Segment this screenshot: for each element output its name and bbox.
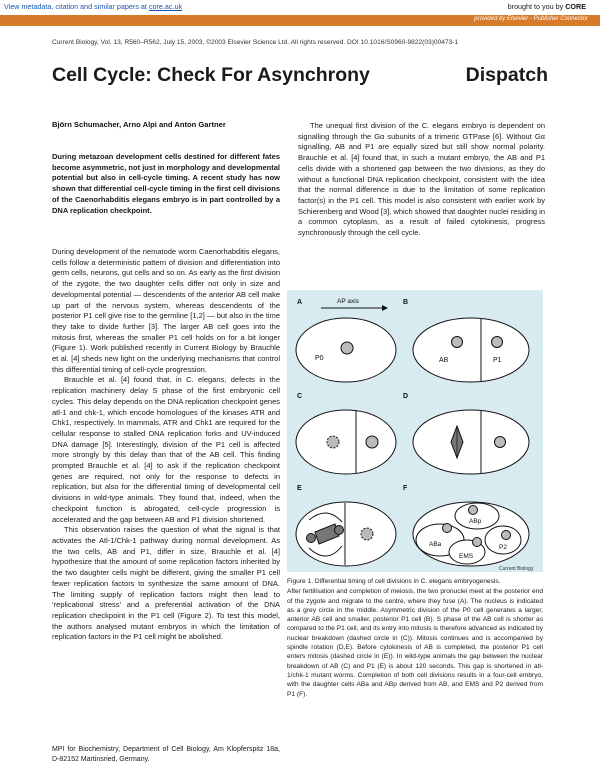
- nucleus-p1-c: [366, 436, 378, 448]
- cell-label-p0: P0: [315, 355, 324, 362]
- core-logo-text: CORE: [565, 2, 586, 11]
- affiliation: MPI for Biochemistry, Department of Cell Biology, Am Klopferspitz 18a, D-82152 Martinsried, Germany.: [52, 746, 280, 763]
- cell-label-ems: EMS: [459, 553, 474, 560]
- nucleus-p1-b: [492, 337, 503, 348]
- metadata-link-prefix: View metadata, citation and similar papers at: [4, 2, 149, 11]
- panel-label-d: D: [403, 393, 409, 400]
- embryo-d: [413, 410, 529, 474]
- body-left-column: [52, 247, 280, 643]
- nucleus-abp: [469, 506, 478, 515]
- cell-label-abp: ABp: [469, 518, 482, 525]
- figure-1: [287, 290, 543, 572]
- section-label: Dispatch: [465, 64, 548, 86]
- cell-label-ab: AB: [439, 357, 449, 364]
- metadata-link[interactable]: [4, 2, 182, 11]
- core-domain-link[interactable]: core.ac.uk: [148, 2, 183, 11]
- pole-right-e: [335, 526, 344, 535]
- journal-citation: Current Biology, Vol. 13, R560–R562, July 15, 2003, ©2003 Elsevier Science Ltd. All rights reserved. DOI 10.1016/S0960-9822(03)00473-1: [52, 39, 459, 46]
- panel-label-c: C: [297, 393, 303, 400]
- cell-abp: [455, 503, 499, 529]
- cell-label-aba: ABa: [429, 541, 442, 548]
- authors: Björn Schumacher, Arno Alpi and Anton Gartner: [52, 120, 226, 129]
- cell-label-p1: P1: [493, 357, 502, 364]
- panel-label-a: A: [297, 299, 303, 306]
- nucleus-p1-d: [495, 437, 506, 448]
- core-banner: [0, 0, 600, 14]
- panel-label-f: F: [403, 485, 408, 492]
- pole-left-e: [307, 534, 316, 543]
- panel-label-b: B: [403, 299, 409, 306]
- nucleus-aba: [443, 524, 452, 533]
- figure-caption: [287, 577, 543, 699]
- ap-axis-label: AP axis: [337, 298, 359, 305]
- caption-title: Figure 1. Differential timing of cell divisions in C. elegans embryogenesis.: [287, 578, 501, 585]
- embryo-c: [296, 410, 396, 474]
- core-brand[interactable]: [508, 2, 586, 11]
- nucleus-a: [341, 342, 353, 354]
- body-right-column: The unequal first division of the C. elegans embryo is dependent on signalling through the Gα subunits of a trimeric GTPase [6]. Without Gα signalling, AB and P1 are equally sized but still show normal polarity. Brauchle et al. [4] found that, in such a mutant embryo, the AB and P1 cells divide with a shortened gap between the two divisions, as they do without a functional DNA replication checkpoint, consistent with the idea that the normal difference is due to the limitation of some replication factor(s) in the P1 cell. This model is also consistent with earlier work by Schierenberg and Wood [3], which showed that daughter nuclei residing in a common cytoplasm, as a result of failed cytokinesis, progress synchronously through the cell cycle.: [298, 121, 545, 238]
- provider-text: provided by Elsevier - Publisher Connector: [474, 16, 588, 22]
- panel-label-e: E: [297, 485, 302, 492]
- embryo-b: [413, 318, 529, 382]
- figure-1-diagram: [287, 290, 543, 572]
- cell-label-p2: P2: [499, 544, 507, 551]
- nucleus-ab-b: [452, 337, 463, 348]
- body-paragraph-2: Brauchle et al. [4] found that, in C. elegans, defects in the replication machinery delay S phase of the first embryonic cell cycles. This delay depends on the DNA replication checkpoint genes atl-1 and chk-1, which encode homologues of the kinases ATR and Chk1, respectively. In mammals, ATR and Chk1 are required for the cellular response to stalled DNA replication forks and UV-induced DNA damage [5]. Interestingly, division of the P1 cell is affected more strongly by this delay than that of the AB cell. This finding prompted Brauchle et al. [4] to ask if the replication checkpoint genes are required, not only for the response to defects in replication, but also for the differential timing of developmental cell divisions in wild-type animals. They found that, indeed, when the checkpoint function is abrogated, cell-cycle progression is accelerated and the gap between AB and P1 division shortened.: [52, 375, 280, 524]
- brought-by-text: brought to you by: [507, 2, 566, 11]
- caption-body: After fertilisation and completion of meiosis, the two pronuclei meet at the posterior end of the zygote and migrate to the centre, where they fuse (A). The nucleus is indicated as a grey circle in the middle. Asymmetric division of the P0 cell generates a larger, anterior AB cell and smaller, posterior P1 cell (B). S phase of the AB cell is shorter as compared to the P1 cell, and its entry into mitosis is therefore advanced as indicated by nuclear breakdown (dashed circle in (C)). Mitosis continues and is accompanied by spindle rotation (D,E). Before cytokinesis of AB is completed, the posterior P1 cell enters mitosis (dashed circle in (E)). In wild-type animals the gap between the nuclear breakdown of AB (C) and P1 (E) is about 120 seconds. This gap is shortened in atl-1/chk-1 mutant worms. Completion of both cell divisions results in a four-cell embryo, with the daughter cells ABa and ABp derived from AB, and EMS and P2 derived from P1 (F).: [287, 588, 543, 698]
- nucleus-p2: [502, 531, 511, 540]
- nucleus-breakdown-e: [361, 528, 373, 540]
- body-paragraph-1: During development of the nematode worm Caenorhabditis elegans, cells follow a deterministic pattern of division and differentiation into germ cells, neurons, gut cells and so on. As early as the first division of the zygote, the two daughter cells differ not only in size and developmental potential — descendents of the anterior AB cell make up part of the nervous system, whereas descendents of the posterior P1 cell give rise to the germline [1,2] — but also in the time they take to divide further [3]. The larger AB cell goes into the mitosis first, whereas the smaller P1 cell holds on for a bit longer (Figure 1). Work published recently in Current Biology by Brauchle et al. [4] sheds new light on the underlying mechanisms that control this differential timing of cell-cycle progression.: [52, 247, 280, 374]
- provider-bar: [0, 15, 600, 26]
- abstract: During metazoan development cells destined for different fates become asymmetric, not just in morphology and developmental potential but also in cell-cycle timing. A recent study has now shown that differential cell-cycle timing in the first cell divisions of the Caenorhabditis elegans embryo is in part controlled by a DNA replication checkpoint.: [52, 152, 280, 215]
- body-paragraph-3: This observation raises the question of what the signal is that activates the Atl-1/Chk-1 pathway during normal development. As the two cells, AB and P1, differ in size, Brauchle et al. [4] hypothesize that the amount of some replication factors inherited by the two daughter cells might be different, giving the smaller P1 cell fewer replication factors to synthesize the same amount of DNA. The limiting supply of replication factors might then lead to ‘replicational stress’ and a preferential activation of the DNA replication checkpoint in the P1 cell (Figure 2). To test this model, the authors analysed mutant embryos in which the limitation of replication factors in the P1 cell might be abolished.: [52, 525, 280, 642]
- nucleus-ems: [473, 538, 482, 547]
- nucleus-breakdown-c: [327, 436, 339, 448]
- figure-credit: Current Biology: [499, 566, 534, 572]
- article-title: Cell Cycle: Check For Asynchrony: [52, 64, 370, 86]
